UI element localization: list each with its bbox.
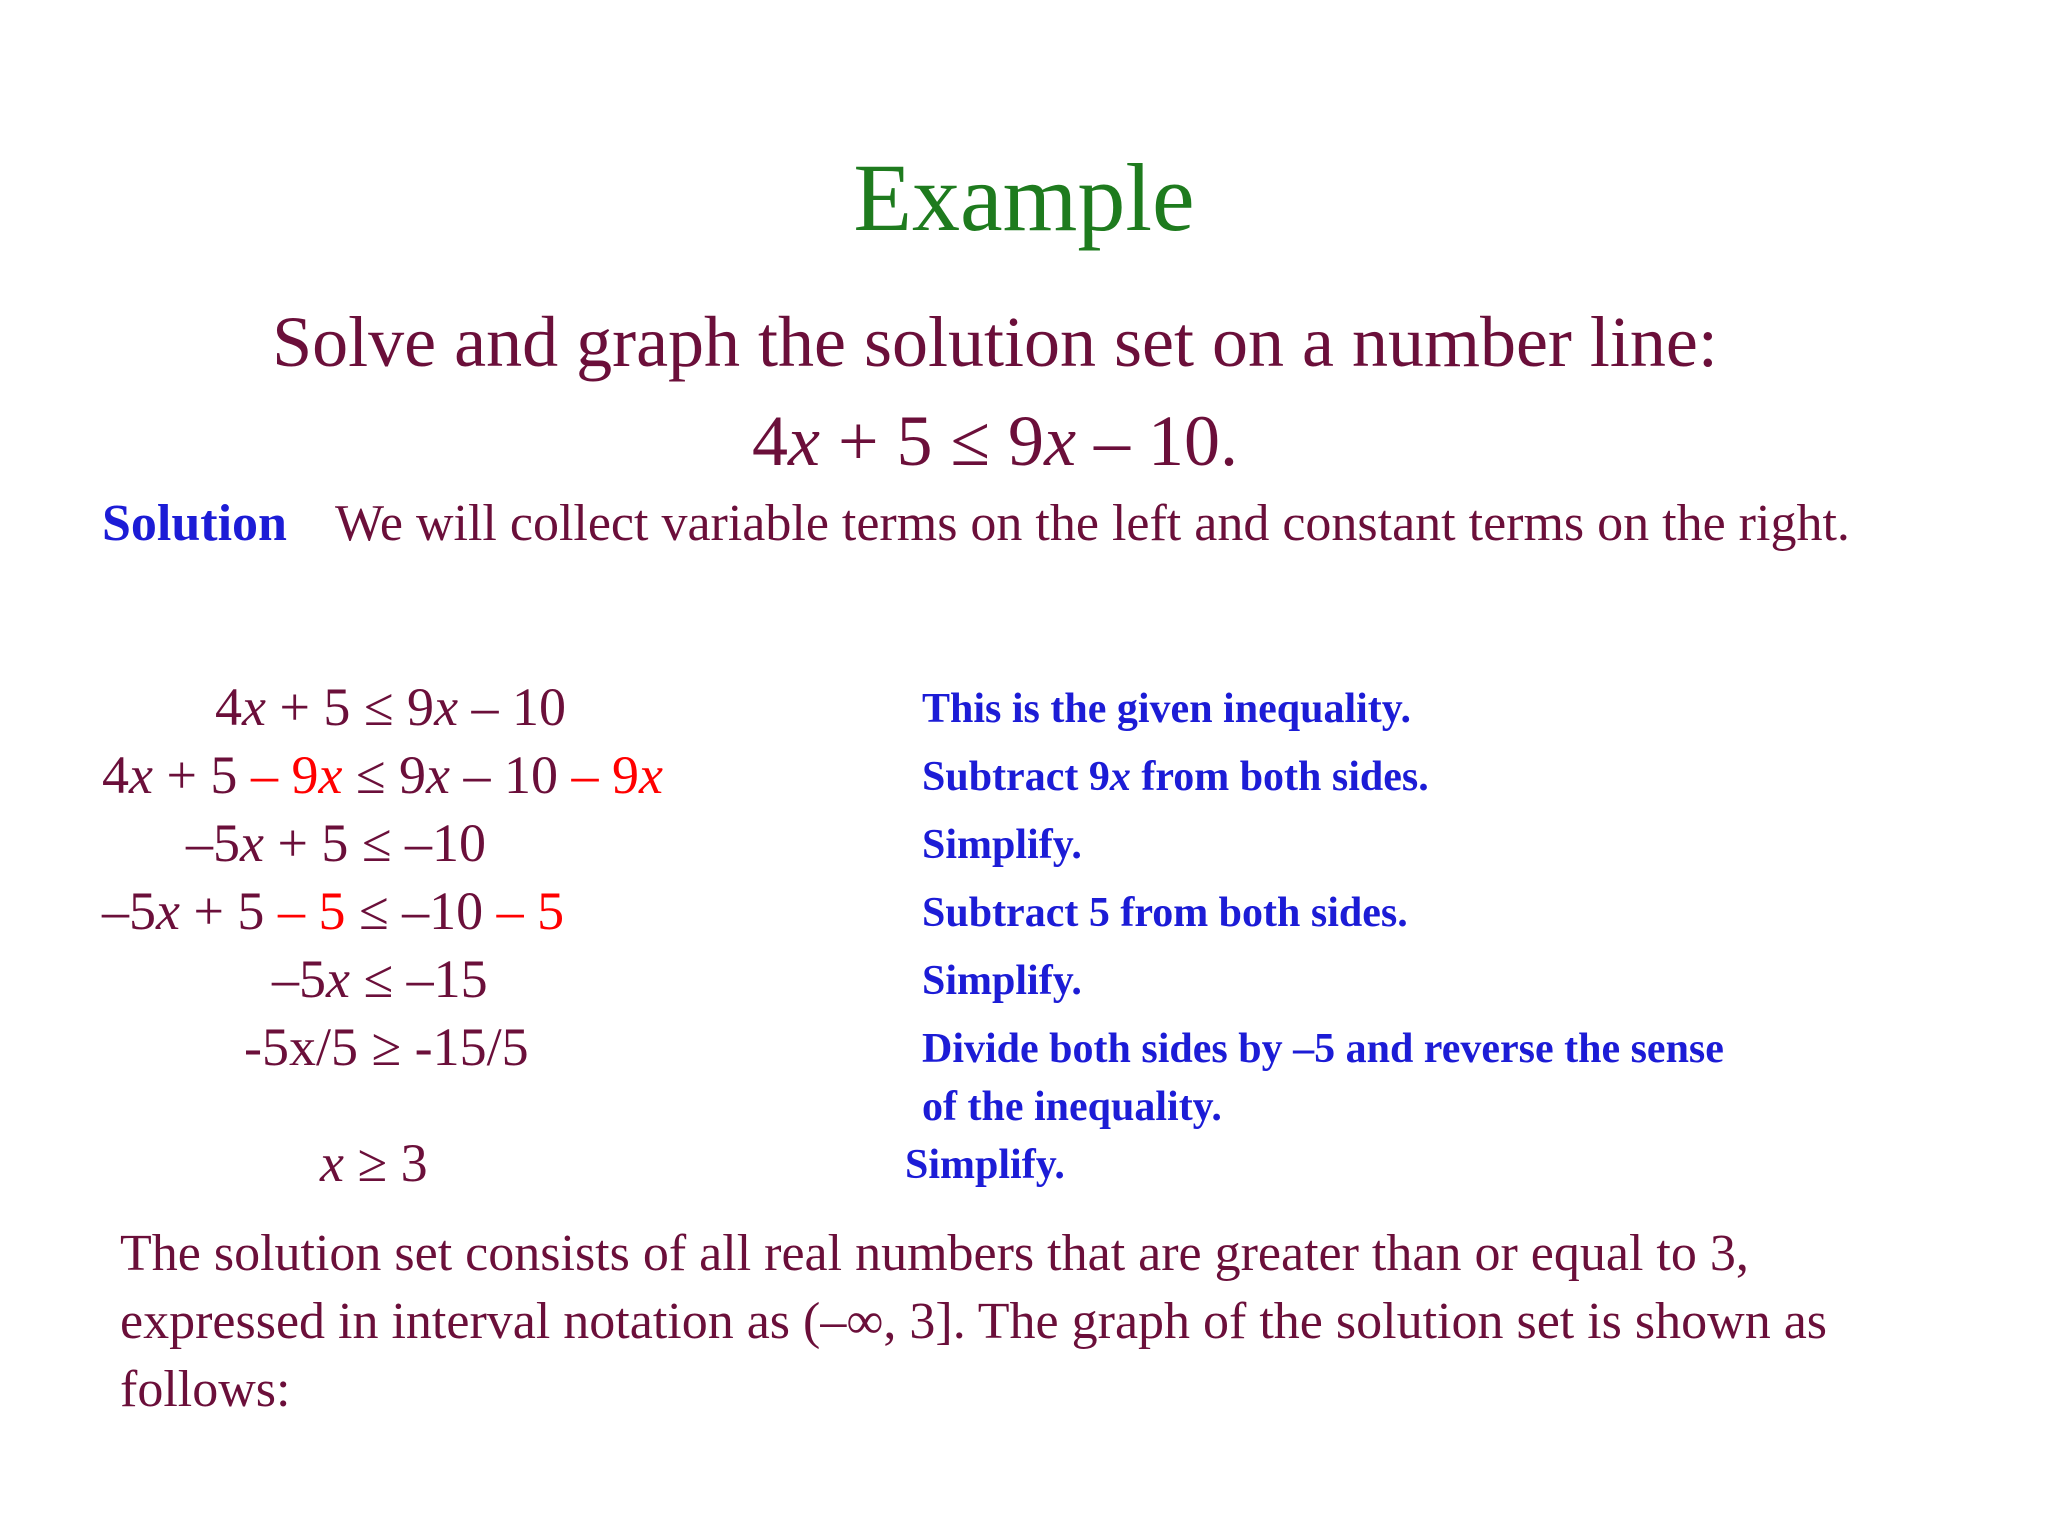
step-2-expression: 4x + 5 – 9x ≤ 9x – 10 – 9x (102, 745, 663, 805)
step-2-note: Subtract 9x from both sides. (922, 754, 1429, 800)
solution-intro (102, 490, 1862, 558)
step-5-expression: –5x ≤ –15 (272, 949, 488, 1009)
step-1-expression: 4x + 5 ≤ 9x – 10 (215, 677, 567, 737)
step-6-note-line-1: Divide both sides by –5 and reverse the sense (922, 1026, 1724, 1072)
step-3-note: Simplify. (922, 822, 1082, 868)
solution-label: Solution (102, 495, 287, 552)
step-6-note-line-2: of the inequality. (922, 1084, 1222, 1130)
step-3-expression: –5x + 5 ≤ –10 (186, 813, 487, 873)
step-7-note: Simplify. (905, 1142, 1065, 1188)
step-1-note: This is the given inequality. (922, 686, 1411, 732)
slide-title: Example (853, 144, 1195, 251)
problem-statement: Solve and graph the solution set on a number line: (272, 302, 1718, 382)
step-7-expression: x ≥ 3 (320, 1133, 428, 1193)
step-5-note: Simplify. (922, 958, 1082, 1004)
conclusion-text: The solution set consists of all real numbers that are greater than or equal to 3, expressed in interval notation as (–∞, 3]. The graph of the solution set is shown as follows: (120, 1225, 1828, 1418)
solution-text: We will collect variable terms on the left and constant terms on the right. (334, 495, 1850, 552)
step-6-expression: -5x/5 ≥ -15/5 (244, 1017, 529, 1077)
step-4-expression: –5x + 5 – 5 ≤ –10 – 5 (102, 881, 565, 941)
step-4-note: Subtract 5 from both sides. (922, 890, 1408, 936)
problem-inequality: 4x + 5 ≤ 9x – 10. (751, 401, 1239, 481)
